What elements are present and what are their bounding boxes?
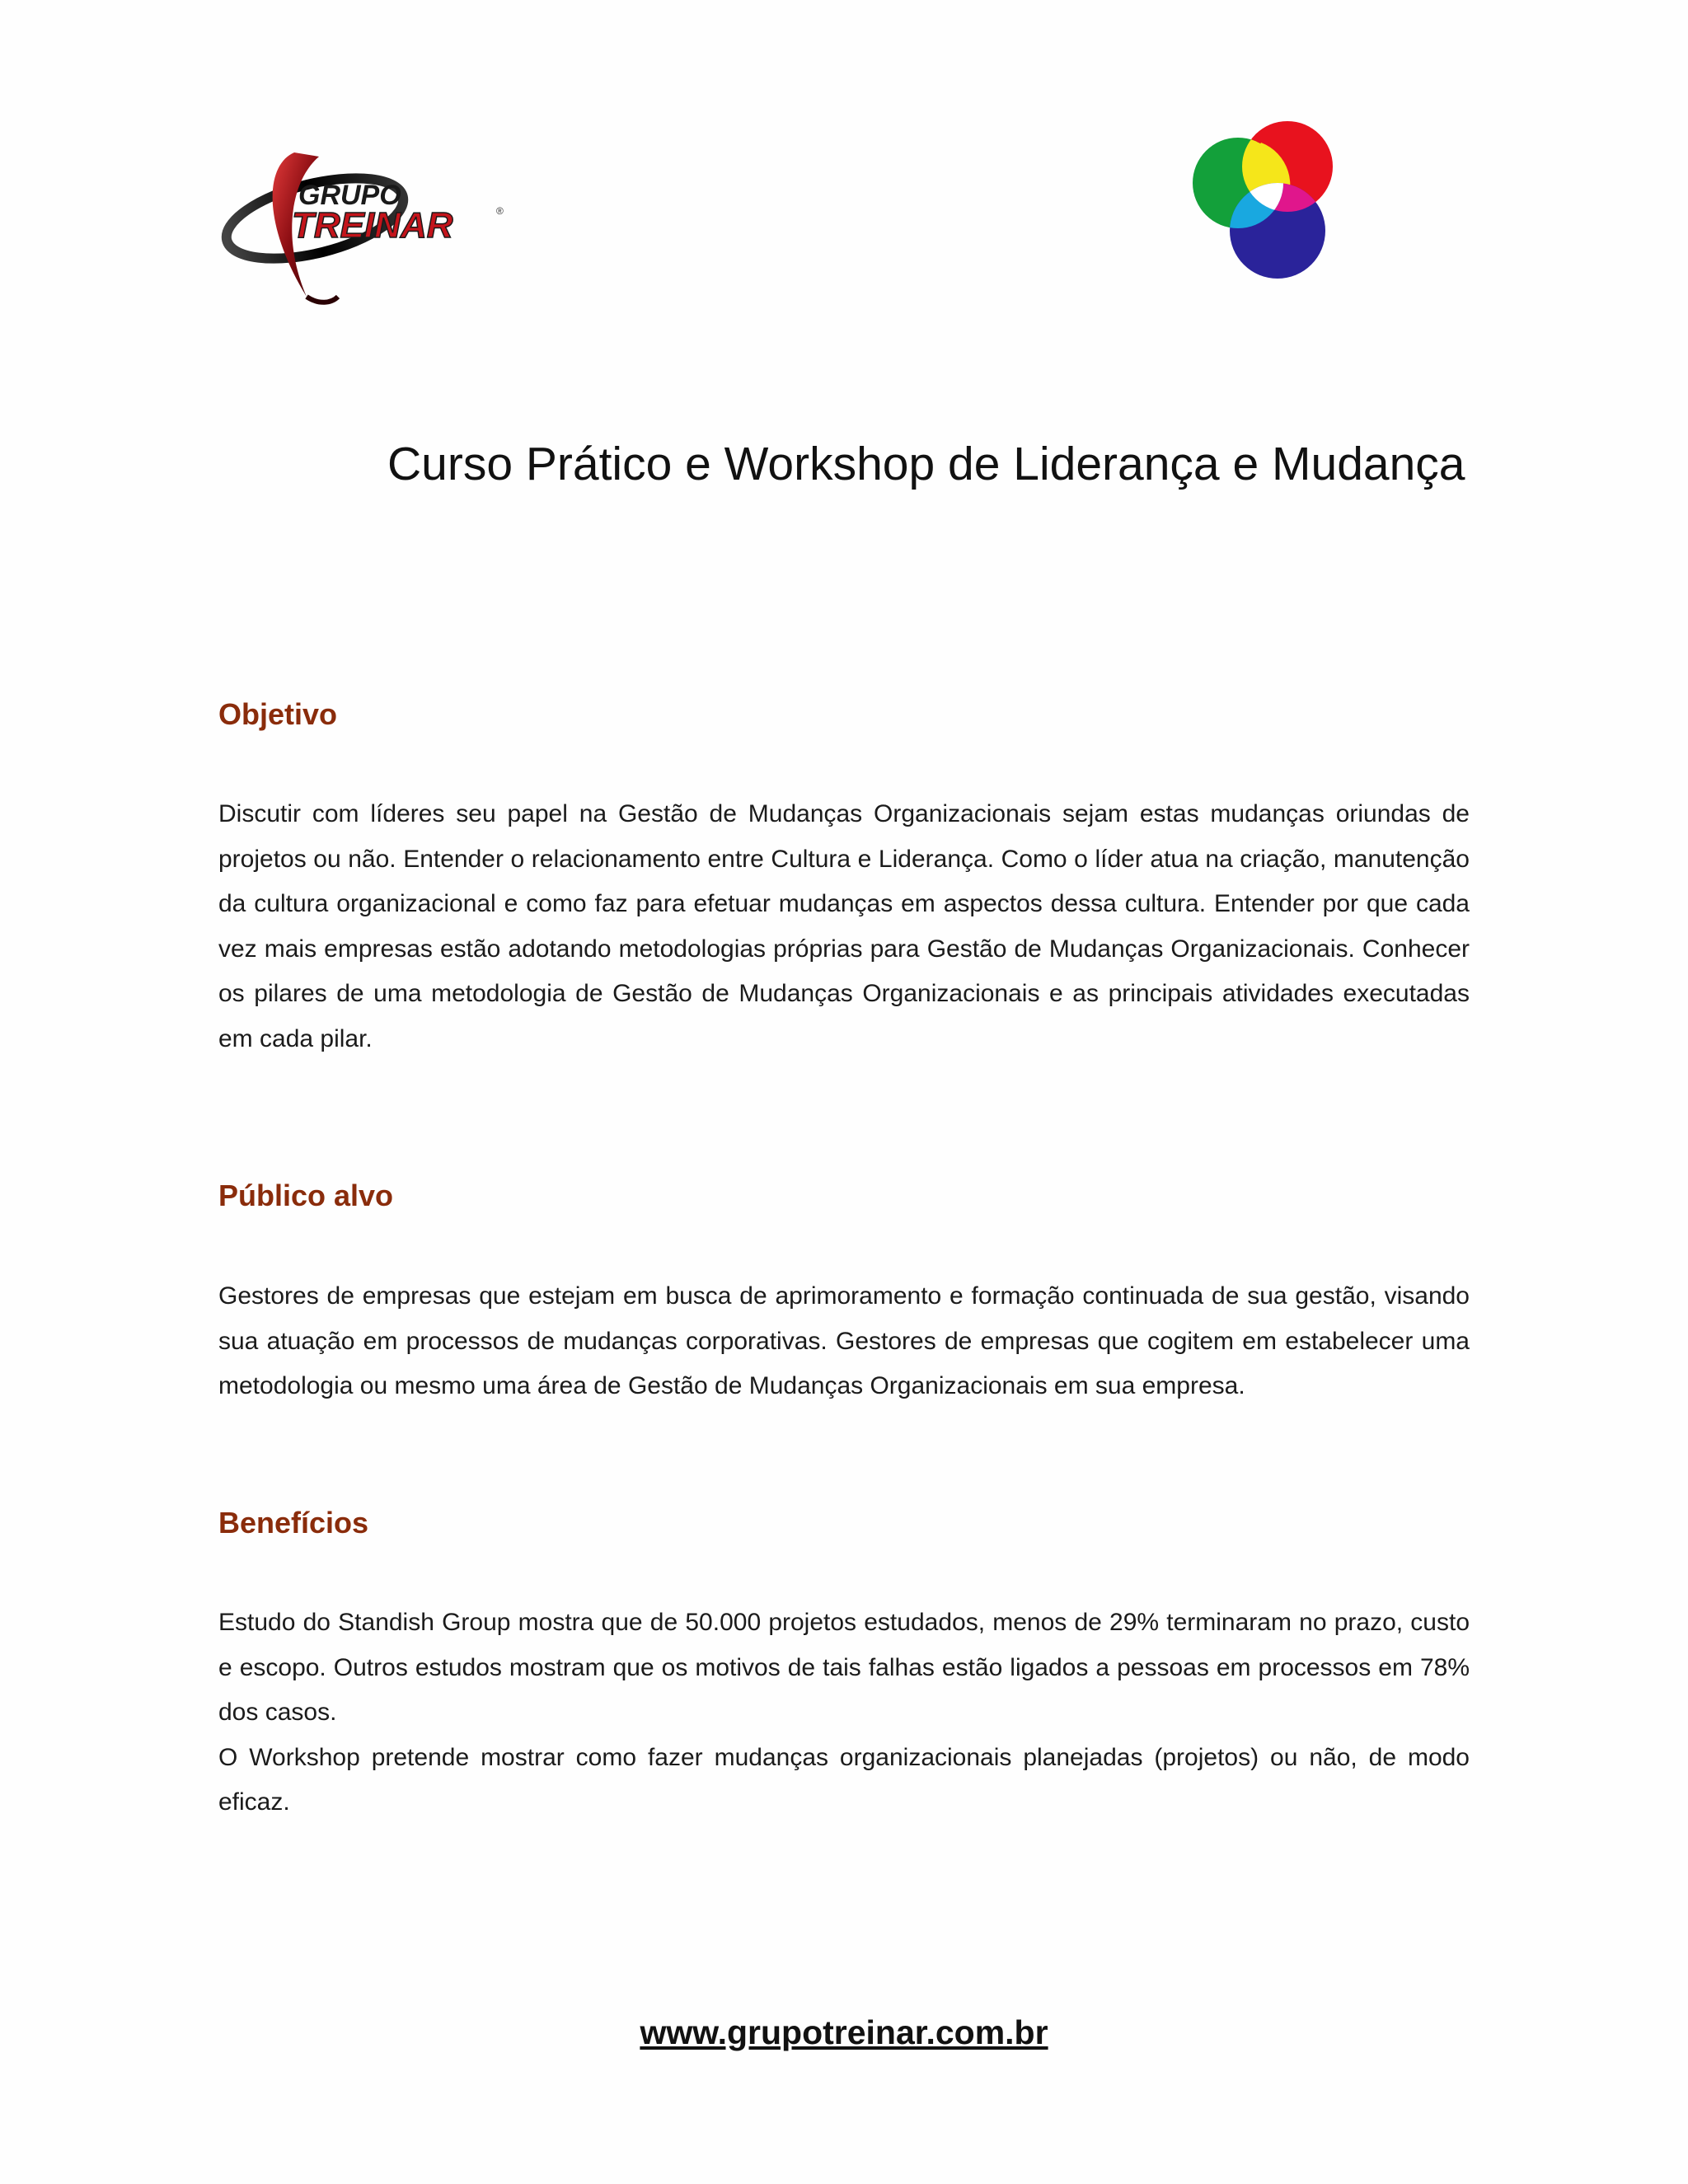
document-title: Curso Prático e Workshop de Liderança e Mudança bbox=[387, 438, 1465, 490]
footer bbox=[0, 2013, 1688, 2052]
section-heading-publico-alvo: Público alvo bbox=[218, 1179, 394, 1212]
paragraph: Discutir com líderes seu papel na Gestão de Mudanças Organizacionais sejam estas mudanças oriundas de projetos ou não. Entender o relacionamento entre Cultura e Liderança. Como o líder atua na criação, manutenção da cultura organizacional e como faz para efetuar mudanças em aspectos dessa cultura. Entender por que cada vez mais empresas estão adotando metodologias próprias para Gestão de Mudanças Organizacionais. Conhecer os pilares de uma metodologia de Gestão de Mudanças Organizacionais e as principais atividades executadas em cada pilar. bbox=[218, 800, 1470, 1052]
section-body-publico-alvo bbox=[218, 1274, 1470, 1409]
registered-mark: ® bbox=[496, 205, 504, 217]
website-link[interactable]: www.grupotreinar.com.br bbox=[640, 2013, 1048, 2051]
rgb-circles-logo bbox=[1179, 115, 1343, 288]
paragraph: O Workshop pretende mostrar como fazer mudanças organizacionais planejadas (projetos) ou não, de modo eficaz. bbox=[218, 1743, 1470, 1816]
grupo-treinar-logo bbox=[216, 132, 513, 309]
section-body-beneficios bbox=[218, 1601, 1470, 1825]
section-heading-objetivo: Objetivo bbox=[218, 697, 338, 731]
section-body-objetivo bbox=[218, 792, 1470, 1062]
logo-text-grupo: GRUPO bbox=[298, 180, 401, 211]
logo-text-treinar: TREINAR bbox=[292, 205, 453, 246]
paragraph: Estudo do Standish Group mostra que de 50.000 projetos estudados, menos de 29% terminaram no prazo, custo e escopo. Outros estudos mostram que os motivos de tais falhas estão ligados a pessoas em processos em 78% dos casos. bbox=[218, 1609, 1470, 1726]
paragraph: Gestores de empresas que estejam em busca de aprimoramento e formação continuada de sua gestão, visando sua atuação em processos de mudanças corporativas. Gestores de empresas que cogitem em estabelecer uma metodologia ou mesmo uma área de Gestão de Mudanças Organizacionais em sua empresa. bbox=[218, 1282, 1470, 1399]
section-heading-beneficios: Benefícios bbox=[218, 1506, 369, 1540]
